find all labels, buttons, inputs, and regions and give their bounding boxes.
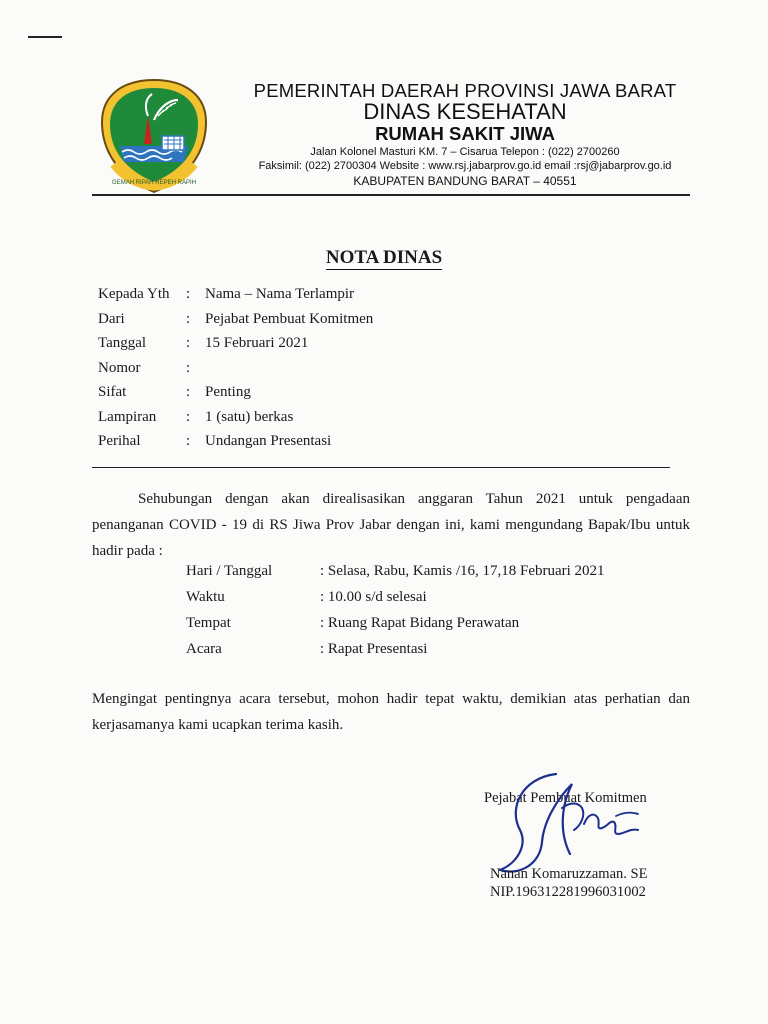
field-label: Dari xyxy=(98,310,125,327)
letterhead-address: Jalan Kolonel Masturi KM. 7 – Cisarua Telepon : (022) 2700260 xyxy=(310,146,620,158)
field-label: Tanggal xyxy=(98,335,147,351)
schedule-label: Hari / Tanggal xyxy=(186,563,273,579)
schedule-value: : Rapat Presentasi xyxy=(320,641,428,657)
schedule-list xyxy=(186,563,666,667)
document-title xyxy=(0,247,768,269)
schedule-value: : Ruang Rapat Bidang Perawatan xyxy=(320,615,520,631)
field-value: Pejabat Pembuat Komitmen xyxy=(205,310,374,327)
schedule-row-agenda xyxy=(186,641,666,667)
body-paragraph-closing: Mengingat pentingnya acara tersebut, mohon hadir tepat waktu, demikian atas perhatian dan kerjasamanya kami ucapkan terima kasih. xyxy=(92,691,690,733)
field-value: Nama – Nama Terlampir xyxy=(205,286,355,302)
letterhead-hospital: RUMAH SAKIT JIWA xyxy=(375,123,555,144)
letterhead-divider xyxy=(92,194,690,196)
field-colon: : xyxy=(186,310,191,327)
field-colon: : xyxy=(186,286,191,302)
memo-header-fields xyxy=(98,286,658,458)
schedule-label: Acara xyxy=(186,641,222,657)
field-value: Undangan Presentasi xyxy=(205,433,332,449)
field-value: Penting xyxy=(205,384,251,400)
field-colon: : xyxy=(186,384,191,400)
field-row-perihal xyxy=(98,433,658,458)
signatory-name: Nanan Komaruzzaman. SE xyxy=(490,866,648,882)
corner-mark xyxy=(28,36,62,38)
schedule-value: : 10.00 s/d selesai xyxy=(320,589,427,605)
schedule-row-date xyxy=(186,563,666,589)
field-colon: : xyxy=(186,359,191,376)
field-colon: : xyxy=(186,433,191,449)
schedule-label: Tempat xyxy=(186,615,231,631)
field-colon: : xyxy=(186,408,191,425)
letterhead-department: DINAS KESEHATAN xyxy=(363,99,567,124)
field-row-lampiran xyxy=(98,409,658,434)
field-value: 15 Februari 2021 xyxy=(205,335,309,351)
field-label: Lampiran xyxy=(98,408,157,425)
letterhead-region: KABUPATEN BANDUNG BARAT – 40551 xyxy=(353,174,577,188)
handwritten-signature xyxy=(498,768,648,878)
signatory-title: Pejabat Pembuat Komitmen xyxy=(484,790,647,806)
schedule-value: : Selasa, Rabu, Kamis /16, 17,18 Februari 2021 xyxy=(320,563,605,579)
schedule-row-place xyxy=(186,615,666,641)
field-row-nomor xyxy=(98,360,658,385)
document-title-text: NOTA DINAS xyxy=(325,247,443,268)
west-java-emblem-logo xyxy=(98,76,210,196)
header-divider xyxy=(92,467,670,468)
letterhead-government: PEMERINTAH DAERAH PROVINSI JAWA BARAT xyxy=(253,80,677,101)
letterhead-contact: Faksimil: (022) 2700304 Website : www.rsj.jabarprov.go.id email :rsj@jabarprov.go.id xyxy=(258,160,672,172)
field-row-dari xyxy=(98,311,658,336)
field-label: Kepada Yth xyxy=(98,286,170,302)
schedule-row-time xyxy=(186,589,666,615)
field-row-tanggal xyxy=(98,335,658,360)
field-row-kepada xyxy=(98,286,658,311)
body-paragraph-intro: Sehubungan dengan akan direalisasikan anggaran Tahun 2021 untuk pengadaan penanganan COVID - 19 di RS Jiwa Prov Jabar dengan ini, kami mengundang Bapak/Ibu untuk hadir pada : xyxy=(92,491,690,559)
field-row-sifat xyxy=(98,384,658,409)
signatory-nip: NIP.196312281996031002 xyxy=(490,884,646,900)
field-colon: : xyxy=(186,335,191,351)
field-value: 1 (satu) berkas xyxy=(205,408,294,425)
field-label: Nomor xyxy=(98,359,141,376)
schedule-label: Waktu xyxy=(186,589,225,605)
field-label: Perihal xyxy=(98,433,141,449)
field-label: Sifat xyxy=(98,384,127,400)
logo-motto-text: GEMAH RIPAH REPEH RAPIH xyxy=(112,180,196,186)
